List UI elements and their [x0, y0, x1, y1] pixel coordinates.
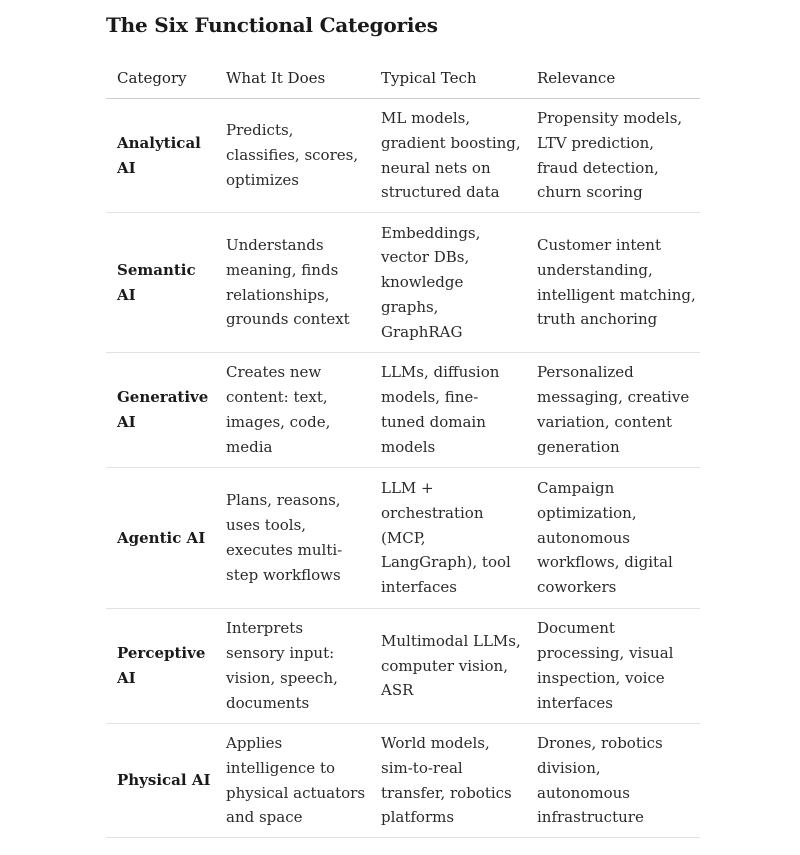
header-what-it-does: What It Does [215, 57, 370, 99]
what-cell [215, 213, 370, 353]
category-cell [106, 213, 215, 353]
category-label: Perceptive AI [117, 644, 206, 687]
categories-table [106, 57, 700, 838]
what-text: Applies intelligence to physical actuators and space [226, 733, 366, 827]
relevance-cell [526, 353, 700, 468]
table-row [106, 609, 700, 724]
relevance-text: Personalized messaging, creative variation, content generation [537, 363, 690, 456]
category-label: Generative AI [117, 388, 209, 431]
tech-cell [370, 213, 526, 353]
relevance-text: Propensity models, LTV prediction, fraud detection, churn scoring [537, 108, 683, 202]
category-label: Analytical AI [117, 133, 201, 177]
category-label: Semantic AI [117, 260, 196, 304]
tech-cell [370, 724, 526, 838]
tech-text: LLM + orchestration (MCP, LangGraph), tool interfaces [381, 479, 511, 597]
category-cell [106, 99, 215, 213]
what-text: Predicts, classifies, scores, optimizes [226, 121, 359, 189]
what-text: Interprets sensory input: vision, speech, documents [226, 619, 338, 712]
table-row [106, 213, 700, 353]
tech-text: Multimodal LLMs, computer vision, ASR [381, 631, 521, 700]
what-text: Creates new content: text, images, code, media [226, 363, 331, 456]
table-row [106, 724, 700, 838]
what-cell [215, 353, 370, 468]
table-row [106, 468, 700, 609]
relevance-text: Campaign optimization, autonomous workflows, digital coworkers [537, 479, 673, 597]
relevance-text: Document processing, visual inspection, voice interfaces [537, 619, 674, 712]
category-cell [106, 724, 215, 838]
relevance-text: Customer intent understanding, intelligent matching, truth anchoring [537, 235, 696, 329]
header-row [106, 57, 700, 99]
category-cell [106, 609, 215, 724]
what-text: Plans, reasons, uses tools, executes multi-step workflows [226, 491, 343, 584]
relevance-cell [526, 609, 700, 724]
tech-text: World models, sim-to-real transfer, robotics platforms [381, 733, 512, 827]
tech-text: ML models, gradient boosting, neural nets on structured data [381, 108, 521, 202]
tech-text: LLMs, diffusion models, fine-tuned domain models [381, 363, 500, 456]
what-text: Understands meaning, finds relationships, grounds context [226, 235, 350, 329]
table-row [106, 353, 700, 468]
table-row [106, 99, 700, 213]
category-cell [106, 353, 215, 468]
category-label: Physical AI [117, 771, 211, 790]
relevance-cell [526, 99, 700, 213]
header-relevance: Relevance [526, 57, 700, 99]
tech-cell [370, 609, 526, 724]
tech-cell [370, 468, 526, 609]
what-cell [215, 724, 370, 838]
relevance-cell [526, 213, 700, 353]
table-header [106, 57, 700, 99]
header-typical-tech: Typical Tech [370, 57, 526, 99]
category-cell [106, 468, 215, 609]
what-cell [215, 99, 370, 213]
page-title: The Six Functional Categories [106, 13, 438, 37]
header-category: Category [106, 57, 215, 99]
tech-text: Embeddings, vector DBs, knowledge graphs, GraphRAG [381, 223, 481, 341]
what-cell [215, 609, 370, 724]
tech-cell [370, 353, 526, 468]
what-cell [215, 468, 370, 609]
relevance-text: Drones, robotics division, autonomous infrastructure [537, 733, 663, 827]
relevance-cell [526, 468, 700, 609]
categories-table-container [106, 57, 700, 838]
tech-cell [370, 99, 526, 213]
table-body [106, 99, 700, 838]
relevance-cell [526, 724, 700, 838]
category-label: Agentic AI [117, 528, 206, 547]
